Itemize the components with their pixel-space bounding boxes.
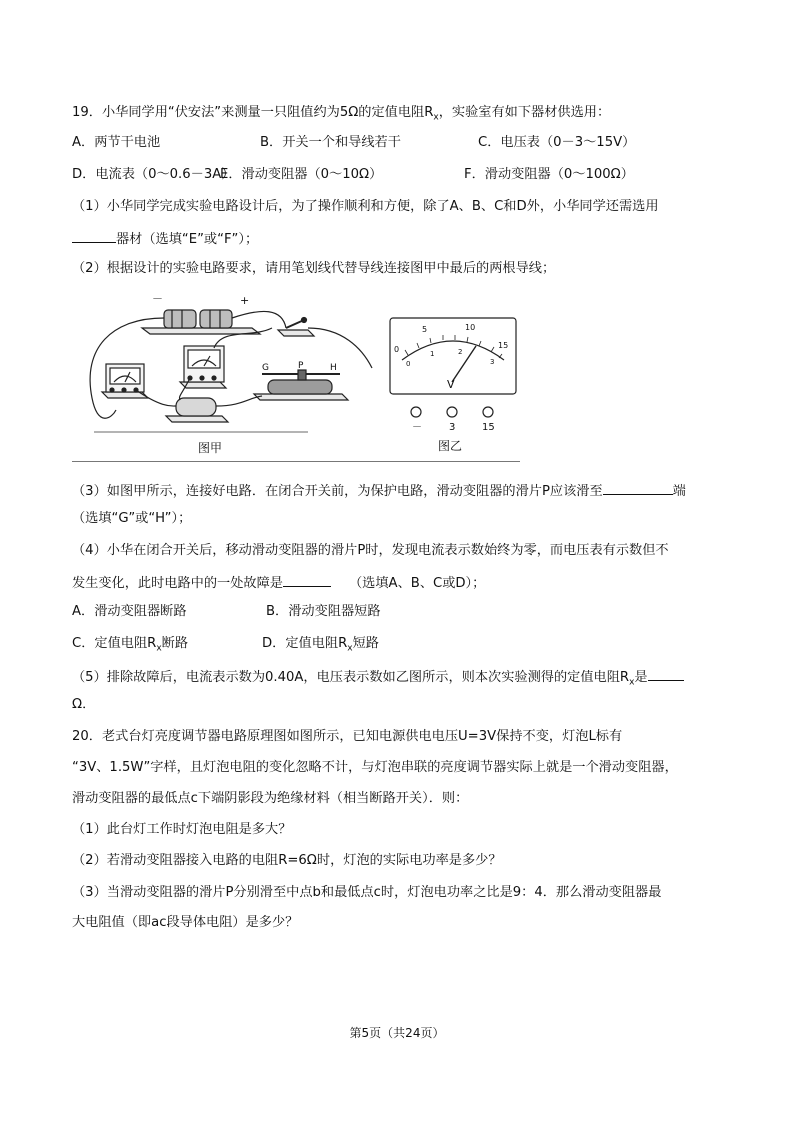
q19-part5-line1 xyxy=(72,666,684,692)
q20-sub1: （1）此台灯工作时灯泡电阻是多大？ xyxy=(72,822,292,837)
terminal-label-3: 3 xyxy=(449,422,456,433)
q19-part4-option-b: B．滑动变阻器短路 xyxy=(266,604,381,619)
q19-part3-text: （3）如图甲所示，连接好电路．在闭合开关前，为保护电路，滑动变阻器的滑片P应该滑至 xyxy=(72,484,603,499)
q19-part5-text: （5）排除故障后，电流表示数为0.40A，电压表示数如乙图所示，则本次实验测得的定值电阻R xyxy=(72,670,630,685)
wire-switch-rheostat xyxy=(308,328,372,368)
q19-part1-line1: （1）小华同学完成实验电路设计后，为了操作顺利和方便，除了A、B、C和D外，小华同学还需选用 xyxy=(72,199,659,214)
q19-stem-subscript: x xyxy=(433,112,439,123)
terminal-negative xyxy=(411,407,421,417)
battery-minus-label: － xyxy=(152,292,163,305)
dial-unit: V xyxy=(447,378,455,391)
q20-sub3-line2: 大电阻值（即ac段导体电阻）是多少？ xyxy=(72,915,299,930)
q19-part4-tail: （选填A、B、C或D）； xyxy=(349,576,486,591)
q19-part5-tail: 是 xyxy=(634,670,648,685)
option-c-tail: 断路 xyxy=(161,636,189,651)
q20-line2: “3V、1.5W”字样，且灯泡电阻的变化忽略不计，与灯泡串联的亮度调节器实际上就是一个滑动变阻器， xyxy=(72,760,678,775)
q19-option-b: B．开关一个和导线若干 xyxy=(260,135,401,150)
scale-bottom-0: 0 xyxy=(406,360,411,368)
q19-part5-subscript: x xyxy=(629,677,635,688)
rheostat-slider xyxy=(298,370,306,380)
scale-top-0: 0 xyxy=(394,345,400,354)
scale-bottom-3: 3 xyxy=(490,358,495,366)
q19-part2: （2）根据设计的实验电路要求，请用笔划线代替导线连接图甲中最后的两根导线； xyxy=(72,261,556,276)
rheostat-label-g: G xyxy=(262,363,269,373)
scale-bottom-1: 1 xyxy=(430,350,435,358)
rheostat-label-p: P xyxy=(298,361,304,371)
scale-bottom-2: 2 xyxy=(458,348,463,356)
q19-stem-tail: ，实验室有如下器材供选用： xyxy=(438,105,611,120)
wire-battery-switch xyxy=(232,311,286,328)
scale-top-5: 5 xyxy=(422,325,428,334)
terminal-label-negative: － xyxy=(412,422,422,433)
q19-part4-option-a: A．滑动变阻器断路 xyxy=(72,604,187,619)
terminal-3v xyxy=(447,407,457,417)
q19-part3-line2: （选填“G”或“H”）； xyxy=(72,511,192,526)
answer-blank[interactable] xyxy=(72,228,116,243)
answer-blank[interactable] xyxy=(603,480,673,495)
q20-sub3-line1: （3）当滑动变阻器的滑片P分别滑至中点b和最低点c时，灯泡电功率之比是9：4．那么滑动变阻器最 xyxy=(72,885,662,900)
resistor-rx xyxy=(176,398,216,416)
q19-part4-option-d xyxy=(262,635,379,658)
q19-option-a: A．两节干电池 xyxy=(72,135,161,150)
q19-part4-line1: （4）小华在闭合开关后，移动滑动变阻器的滑片P时，发现电流表示数始终为零，而电压表有示数但不 xyxy=(72,543,669,558)
q19-stem-text: 19．小华同学用“伏安法”来测量一只阻值约为5Ω的定值电阻R xyxy=(72,105,434,120)
battery-plus-label: + xyxy=(240,294,250,307)
wire-resistor-rheostat xyxy=(216,396,262,406)
figure-divider xyxy=(72,461,520,462)
battery-cell-2 xyxy=(200,310,232,328)
figure-b-caption: 图乙 xyxy=(438,439,463,453)
terminal-15v xyxy=(483,407,493,417)
q19-stem xyxy=(72,104,610,127)
battery-board xyxy=(142,328,260,334)
q19-part1-line2 xyxy=(72,228,258,249)
q19-part1-line2-text: 器材（选填“E”或“F”）； xyxy=(116,232,259,247)
scale-top-15: 15 xyxy=(498,341,509,350)
answer-blank[interactable] xyxy=(283,572,331,587)
q20-line1: 20．老式台灯亮度调节器电路原理图如图所示，已知电源供电电压U=3V保持不变，灯泡L标有 xyxy=(72,729,623,744)
figure-a-caption: 图甲 xyxy=(198,441,223,455)
scale-top-10: 10 xyxy=(465,323,476,332)
q19-part3-end: 端 xyxy=(672,484,686,499)
q19-option-e: E．滑动变阻器（0～10Ω） xyxy=(220,167,383,182)
circuit-figures xyxy=(72,288,522,460)
terminal-label-15: 15 xyxy=(482,422,495,433)
q19-option-d: D．电流表（0～0.6－3A） xyxy=(72,167,235,182)
option-c-text: C．定值电阻R xyxy=(72,636,157,651)
option-c-subscript: x xyxy=(156,643,162,654)
rheostat-label-h: H xyxy=(330,363,337,373)
battery-cell-1 xyxy=(164,310,196,328)
q20-line3: 滑动变阻器的最低点c下端阴影段为绝缘材料（相当断路开关）．则： xyxy=(72,791,469,806)
q19-option-c: C．电压表（0－3～15V） xyxy=(478,135,636,150)
q19-part4-line2 xyxy=(72,572,485,593)
q19-part4-option-c xyxy=(72,635,188,658)
q20-sub2: （2）若滑动变阻器接入电路的电阻R=6Ω时，灯泡的实际电功率是多少？ xyxy=(72,853,502,868)
option-d-text: D．定值电阻R xyxy=(262,636,348,651)
switch-base xyxy=(278,330,314,336)
q19-part4-text: 发生变化，此时电路中的一处故障是 xyxy=(72,576,283,591)
answer-blank[interactable] xyxy=(648,666,684,681)
page-footer: 第5页（共24页） xyxy=(349,1026,445,1040)
option-d-tail: 短路 xyxy=(352,636,379,651)
q19-part5-line2: Ω． xyxy=(72,697,96,712)
option-d-subscript: x xyxy=(347,643,353,654)
q19-option-f: F．滑动变阻器（0～100Ω） xyxy=(464,167,634,182)
rheostat-coil xyxy=(268,380,332,394)
q19-part3-line1 xyxy=(72,480,686,501)
